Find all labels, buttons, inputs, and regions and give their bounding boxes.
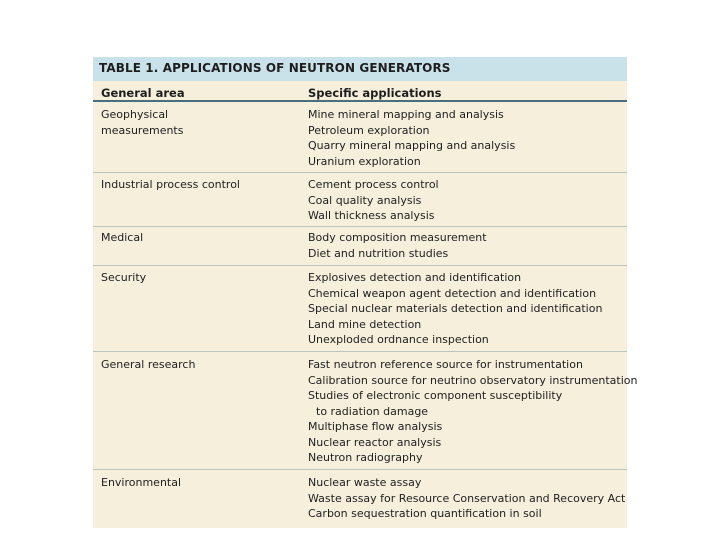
applications-list: [308, 270, 623, 348]
applications-list: [308, 357, 638, 466]
general-area-text: Industrial process control: [101, 178, 240, 191]
application-item: Waste assay for Resource Conservation and Recovery Act: [308, 491, 626, 505]
application-item: Multiphase flow analysis: [308, 420, 443, 433]
table-row-industrial: [93, 177, 627, 224]
column-header-general-area: General area: [101, 86, 185, 100]
general-area-text: Environmental: [101, 476, 182, 489]
applications-list: [308, 177, 623, 224]
application-item: Chemical weapon agent detection and identification: [308, 286, 597, 300]
general-area-cell: [101, 230, 291, 246]
application-item: Nuclear reactor analysis: [308, 435, 442, 449]
table-row-medical: [93, 230, 627, 262]
row-divider: [93, 351, 627, 352]
general-area-cell: [101, 357, 291, 373]
general-area-cell: [101, 270, 291, 286]
row-divider: [93, 469, 627, 470]
application-item: Calibration source for neutrino observatory instrumentation: [308, 373, 638, 387]
application-item-continuation: to radiation damage: [316, 404, 429, 418]
application-item: Wall thickness analysis: [308, 209, 435, 222]
row-divider: [93, 172, 627, 173]
applications-list: [308, 107, 623, 169]
application-item: Body composition measurement: [308, 231, 487, 244]
row-divider: [93, 265, 627, 266]
table-row-environmental: [93, 475, 627, 523]
general-area-text: Geophysical: [101, 108, 169, 121]
application-item: Uranium exploration: [308, 154, 421, 168]
header-divider: [93, 100, 627, 102]
application-item: Cement process control: [308, 178, 439, 191]
applications-list: [308, 475, 626, 522]
application-item: Diet and nutrition studies: [308, 246, 449, 260]
table-row-security: [93, 270, 627, 348]
application-item: Carbon sequestration quantification in soil: [308, 507, 542, 520]
application-item: Studies of electronic component susceptibility: [308, 389, 563, 402]
general-area-cell: [101, 107, 291, 138]
general-area-cell: [101, 177, 291, 193]
table-row-geophysical: [93, 107, 627, 169]
general-area-cell: [101, 475, 291, 491]
application-item: Land mine detection: [308, 317, 422, 331]
table-row-general-research: [93, 357, 638, 467]
application-item: Fast neutron reference source for instrumentation: [308, 358, 583, 371]
general-area-text: measurements: [101, 123, 184, 137]
applications-list: [308, 230, 623, 261]
general-area-text: General research: [101, 358, 196, 371]
table-title: TABLE 1. APPLICATIONS OF NEUTRON GENERATORS: [99, 61, 451, 75]
general-area-text: Security: [101, 271, 147, 284]
application-item: Petroleum exploration: [308, 123, 430, 137]
application-item: Special nuclear materials detection and identification: [308, 302, 603, 315]
application-item: Nuclear waste assay: [308, 476, 422, 489]
column-header-specific-applications: Specific applications: [308, 86, 442, 100]
application-item: Neutron radiography: [308, 451, 423, 464]
application-item: Unexploded ordnance inspection: [308, 333, 489, 346]
application-item: Coal quality analysis: [308, 193, 422, 207]
application-item: Quarry mineral mapping and analysis: [308, 139, 516, 152]
table-title-bar: [93, 57, 627, 81]
application-item: Explosives detection and identification: [308, 271, 522, 284]
applications-table: [93, 57, 638, 528]
row-divider: [93, 226, 627, 227]
general-area-text: Medical: [101, 231, 144, 244]
application-item: Mine mineral mapping and analysis: [308, 108, 504, 121]
